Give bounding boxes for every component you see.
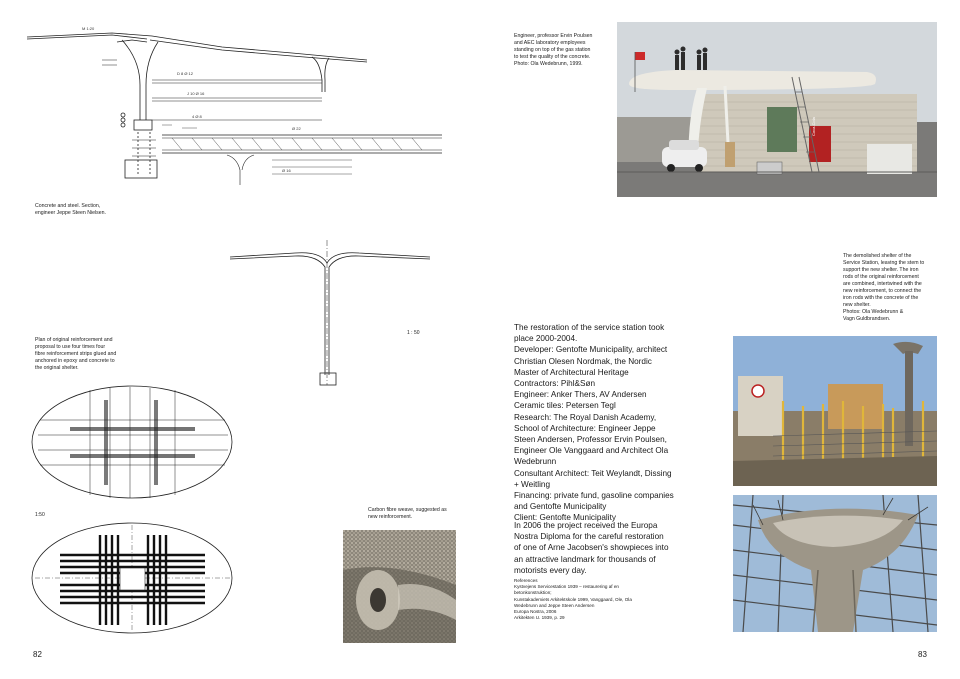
svg-text:Ø 16: Ø 16: [282, 168, 291, 173]
svg-text:Ø 22: Ø 22: [292, 126, 301, 131]
closing-text: In 2006 the project received the Europa Nostra Diploma for the careful restoration of one of Arne Jacobsen's showpieces into an attractive landmark for thousands of motorists every day.: [514, 521, 669, 575]
reinforcement-plan-drawing: [30, 380, 235, 640]
caption-engineer: Engineer, professor Ervin Poulsen and AEC laboratory employees standing on top of the gas station to test the quality of the concrete. Photo: Ola Wedebrunn, 1999.: [514, 33, 593, 67]
plan-scale-label: 1:50: [35, 512, 45, 518]
svg-text:J 10 Ø 16: J 10 Ø 16: [187, 91, 205, 96]
demolition-photo-1: [733, 336, 937, 486]
body-text: The restoration of the service station took place 2000-2004. Developer: Gentofte Municipality, architect Christian Olesen Nordmak, the Nordic Master of Architectural Heritage Contractors: Pihl&Søn Engineer: Anker Thers, AV Andersen Ceramic tiles: Petersen Tegl Research: The Royal Danish Academy, School of Architecture: Engineer Jeppe Steen Andersen, Professor Ervin Poulsen, Engineer Ole Vanggaard and Architect Ola Wedebrunn Consultant Architect: Teit Weylandt, Dissing + Weitling Financing: private fund, gasoline companies and Gentofte Municipality Client: Gentofte Municipality: [514, 323, 674, 523]
caption-section: Concrete and steel. Section, engineer Jeppe Steen Nielsen.: [35, 203, 106, 216]
section-drawing: [22, 20, 442, 190]
svg-text:M 1:20: M 1:20: [82, 26, 95, 31]
station-sign-text: Coca-Cola: [811, 117, 816, 136]
caption-reinforcement: Plan of original reinforcement and proposal to use four times four fibre reinforcement strips glued and anchored in epoxy and concrete to the original shelter.: [35, 337, 117, 371]
page-number-right: 83: [918, 650, 927, 659]
caption-demolished: The demolished shelter of the Service Station, leaving the stem to support the new shelter. The iron rods of the original reinforcement are combined, intertwined with the new reinforcement, to connect the iron rods with the concrete of the new shelter. Photos: Ola Wedebrunn & Vagn Guldbrandsen.: [843, 253, 925, 322]
column-drawing: [225, 235, 435, 395]
scale-label: 1 : 50: [407, 330, 420, 336]
page-number-left: 82: [33, 650, 42, 659]
references: References Kystvejens Servicestation 1939 – restaurering af en betonkonstruktion; Kunstakademiets Arkitektskole 1999, Vanggaard, Ole, Ola Wedebrunn and Jeppe Steen Andersen Europa Nostra, 2006 Arkitekten U. 1939, p. 29: [514, 578, 632, 621]
svg-text:4 Ø 8: 4 Ø 8: [192, 114, 202, 119]
demolition-photo-2: [733, 495, 937, 632]
svg-text:D 8 Ø 12: D 8 Ø 12: [177, 71, 194, 76]
gas-station-photo: [617, 22, 937, 197]
caption-carbon: Carbon fibre weave, suggested as new reinforcement.: [368, 507, 447, 520]
carbon-fibre-photo: [343, 530, 456, 643]
